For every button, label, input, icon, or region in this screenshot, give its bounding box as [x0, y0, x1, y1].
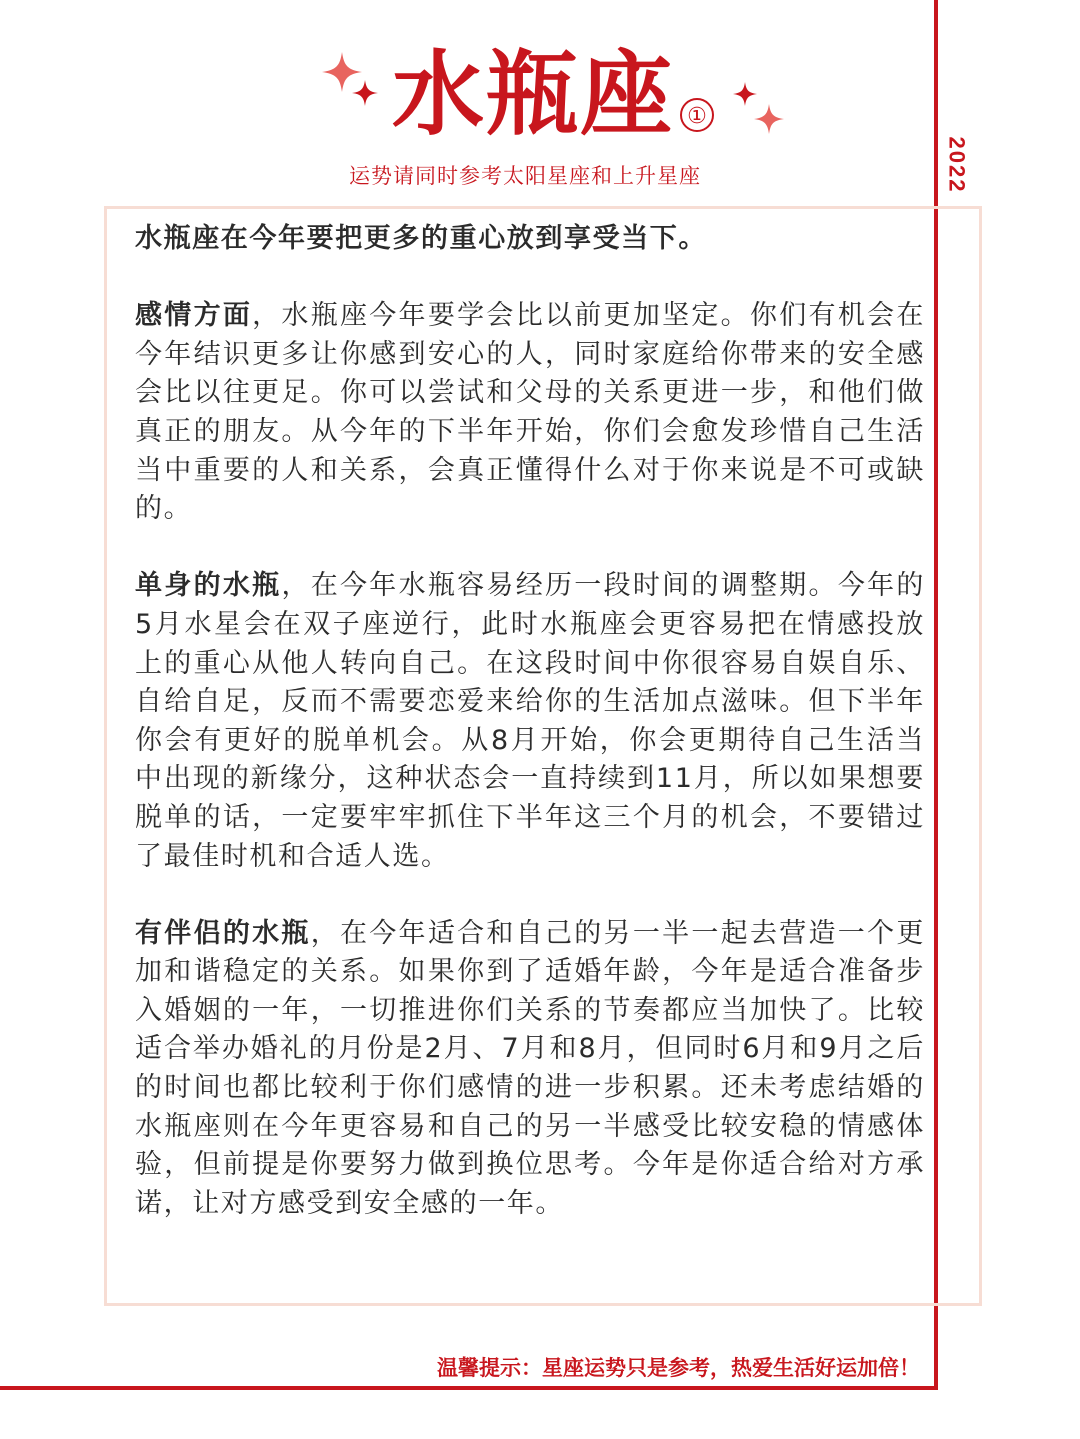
year-text: 2022	[944, 136, 970, 194]
sparkle-icon	[754, 104, 784, 134]
article-body	[135, 220, 925, 1262]
section-heading: 感情方面	[135, 300, 253, 332]
title-block	[0, 40, 1080, 150]
footer-tip: 温馨提示：星座运势只是参考，热爱生活好运加倍！	[437, 1356, 920, 1380]
section-love	[135, 297, 925, 529]
section-text: ，水瓶座今年要学会比以前更加坚定。你们有机会在今年结识更多让你感到安心的人，同时家庭给你带来的安全感会比以往更足。你可以尝试和父母的关系更进一步，和他们做真正的朋友。从今年的下半年开始，你们会愈发珍惜自己生活当中重要的人和关系，会真正懂得什么对于你来说是不可或缺的。	[135, 300, 925, 525]
section-text: ，在今年适合和自己的另一半一起去营造一个更加和谐稳定的关系。如果你到了适婚年龄，今年是适合准备步入婚姻的一年，一切推进你们关系的节奏都应当加快了。比较适合举办婚礼的月份是2月、7月和8月，但同时6月和9月之后的时间也都比较利于你们感情的进一步积累。还未考虑结婚的水瓶座则在今年更容易和自己的另一半感受比较安稳的情感体验，但前提是你要努力做到换位思考。今年是你适合给对方承诺，让对方感受到安全感的一年。	[135, 917, 925, 1219]
section-partnered	[135, 915, 925, 1224]
section-text: ，在今年水瓶容易经历一段时间的调整期。今年的5月水星会在双子座逆行，此时水瓶座会更容易把在情感投放上的重心从他人转向自己。在这段时间中你很容易自娱自乐、自给自足，反而不需要恋爱来给你的生活加点滋味。但下半年你会有更好的脱单机会。从8月开始，你会更期待自己生活当中出现的新缘分，这种状态会一直持续到11月，所以如果想要脱单的话，一定要牢牢抓住下半年这三个月的机会，不要错过了最佳时机和合适人选。	[135, 570, 926, 872]
subtitle: 运势请同时参考太阳星座和上升星座	[349, 164, 701, 188]
section-single	[135, 567, 925, 876]
lead-paragraph: 水瓶座在今年要把更多的重心放到享受当下。	[135, 223, 707, 254]
section-heading: 单身的水瓶	[135, 570, 282, 602]
sparkle-icon	[352, 80, 378, 106]
frame-bottom-border	[0, 1386, 938, 1390]
page-title: 水瓶座	[392, 41, 675, 148]
section-heading: 有伴侣的水瓶	[135, 917, 311, 949]
number-badge: ①	[680, 98, 714, 132]
sparkle-icon	[733, 82, 757, 106]
